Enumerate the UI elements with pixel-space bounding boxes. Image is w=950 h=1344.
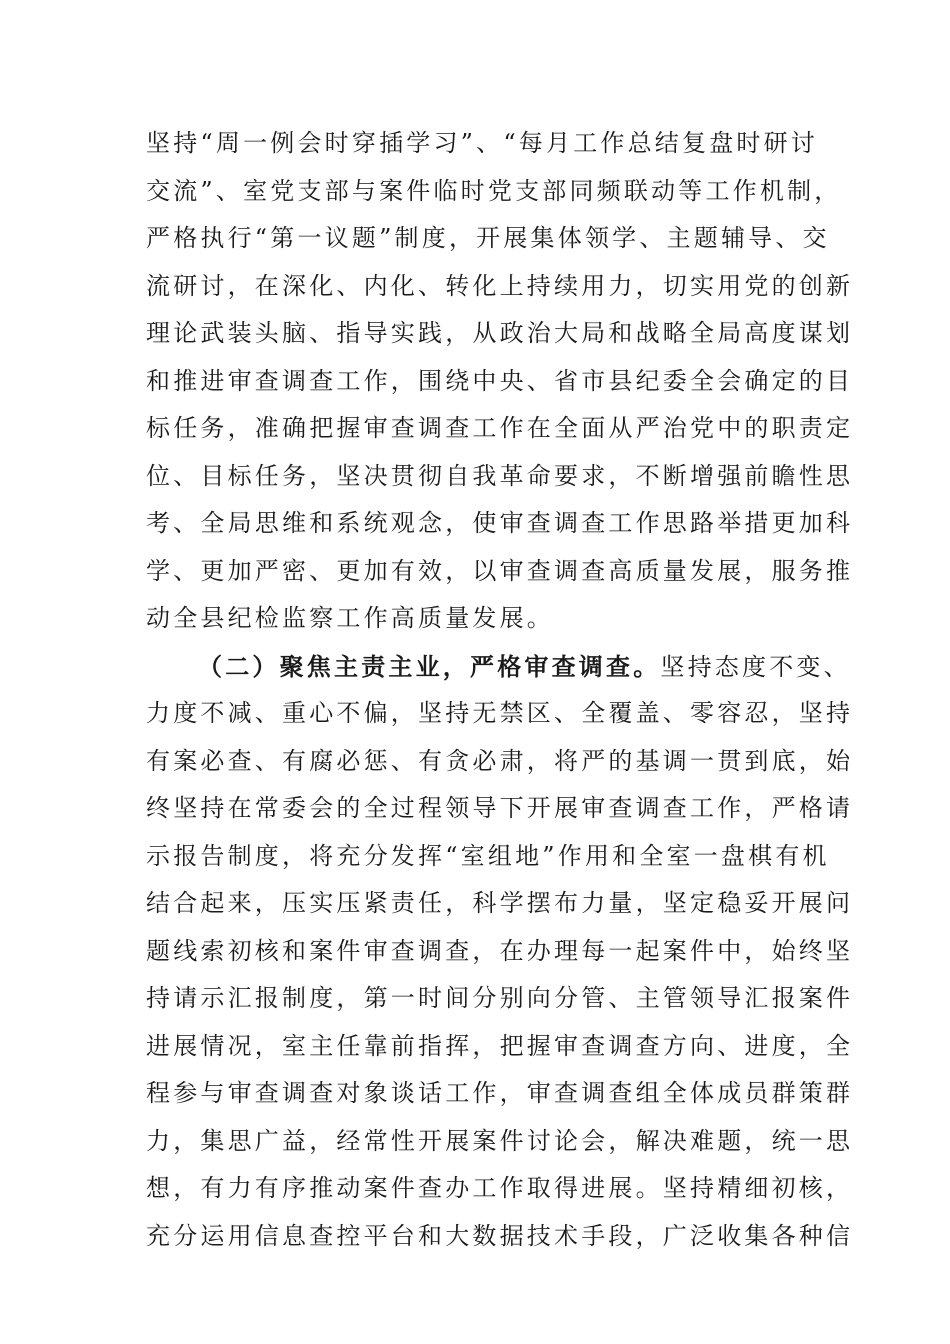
text-run: 坚持态度不变、: [660, 652, 851, 681]
text-line: 持请示汇报制度，第一时间分别向分管、主管领导汇报案件: [146, 984, 854, 1012]
text-line: 充分运用信息查控平台和大数据技术手段，广泛收集各种信: [146, 1221, 854, 1250]
document-body: [146, 120, 854, 1260]
text-line: 力度不减、重心不偏，坚持无禁区、全覆盖、零容忍，坚持: [146, 699, 854, 727]
paragraph-1: [146, 120, 854, 643]
section-heading: （二）聚焦主责主业，严格审查调查。: [198, 651, 661, 681]
text-line: 示报告制度，将充分发挥“室组地”作用和全室一盘棋有机: [146, 841, 830, 870]
paragraph-2: [146, 643, 854, 1261]
text-line: 终坚持在常委会的全过程领导下开展审查调查工作，严格请: [146, 794, 854, 822]
text-line: 进展情况，室主任靠前指挥，把握审查调查方向、进度，全: [146, 1031, 854, 1060]
text-line: 程参与审查调查对象谈话工作，审查调查组全体成员群策群: [146, 1079, 854, 1107]
text-line: 严格执行“第一议题”制度，开展集体领学、主题辅导、交: [146, 224, 830, 252]
text-line: 学、更加严密、更加有效，以审查调查高质量发展，服务推: [146, 556, 854, 585]
text-line: 交流”、室党支部与案件临时党支部同频联动等工作机制，: [146, 176, 842, 205]
text-line: 坚持“周一例会时穿插学习”、“每月工作总结复盘时研讨: [146, 129, 819, 157]
text-line: 位、目标任务，坚决贯彻自我革命要求，不断增强前瞻性思: [146, 461, 854, 490]
text-line: 标任务，准确把握审查调查工作在全面从严治党中的职责定: [146, 414, 854, 442]
text-line: 流研讨，在深化、内化、转化上持续用力，切实用党的创新: [146, 271, 854, 300]
text-line: 有案必查、有腐必惩、有贪必肃，将严的基调一贯到底，始: [146, 746, 854, 775]
text-line: 理论武装头脑、指导实践，从政治大局和战略全局高度谋划: [146, 319, 854, 347]
text-line: 力，集思广益，经常性开展案件讨论会，解决难题，统一思: [146, 1126, 854, 1155]
text-line: 考、全局思维和系统观念，使审查调查工作思路举措更加科: [146, 509, 854, 537]
text-line: 和推进审查调查工作，围绕中央、省市县纪委全会确定的目: [146, 366, 854, 395]
text-line: 想，有力有序推动案件查办工作取得进展。坚持精细初核，: [146, 1174, 854, 1202]
text-line: 动全县纪检监察工作高质量发展。: [146, 604, 554, 632]
paragraph-2-first-line: [146, 643, 851, 691]
text-line: 结合起来，压实压紧责任，科学摆布力量，坚定稳妥开展问: [146, 889, 854, 917]
text-line: 题线索初核和案件审查调查，在办理每一起案件中，始终坚: [146, 936, 854, 965]
